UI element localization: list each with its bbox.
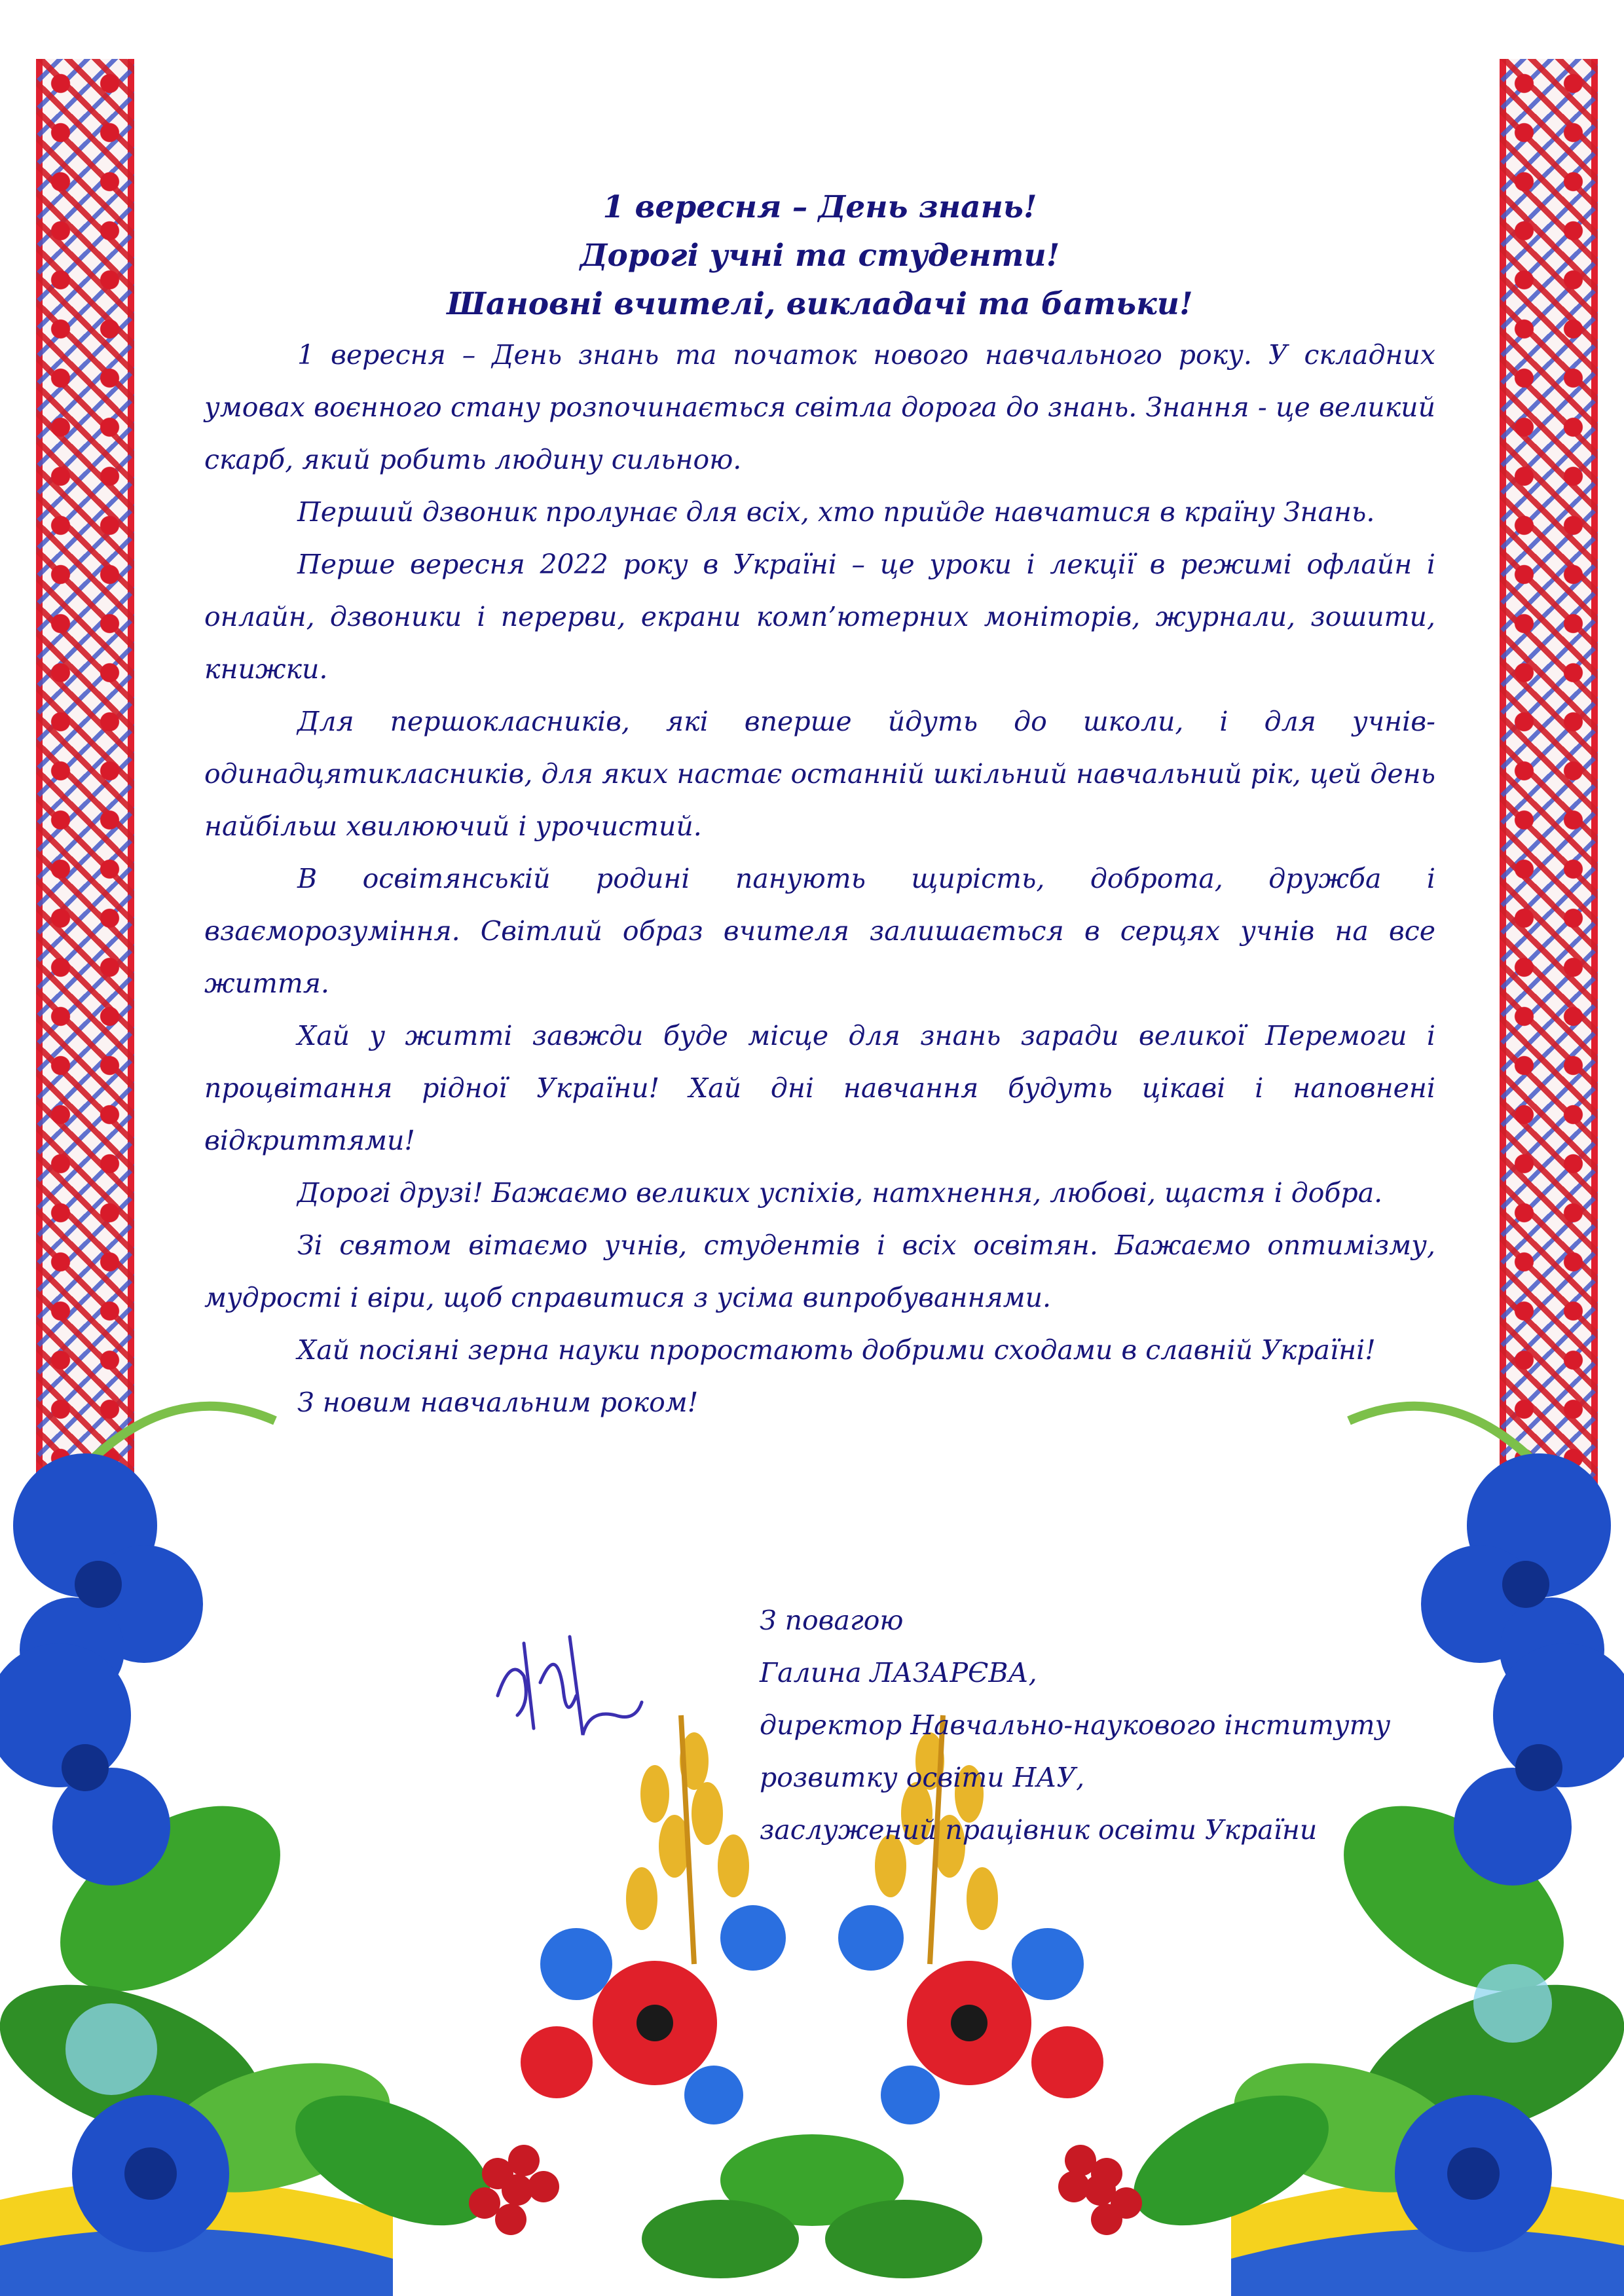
paragraph: З новим навчальним роком! [297,1387,699,1418]
paragraph: Перше вересня 2022 року в Україні – це уроки і лекції в режимі офлайн і онлайн, дзвоники і перерви, екрани комп’ютерних моніторів, журнали, зошити, книжки. [204,549,1435,685]
paragraph: Хай посіяні зерна науки проростають добрими сходами в славній Україні! [297,1334,1376,1366]
paragraph: Для першокласників, які вперше йдуть до школи, і для учнів-одинадцятикласників, для яких настає останній шкільний навчальний рік, цей день найбільш хвилюючий і урочистий. [204,706,1435,842]
paragraph: Перший дзвоник пролунає для всіх, хто прийде навчатися в країну Знань. [297,496,1375,528]
paragraph: В освітянській родині панують щирість, доброта, дружба і взаєморозуміння. Світлий образ вчителя залишається в серцях учнів на все життя. [204,863,1435,999]
paragraph: Зі святом вітаємо учнів, студентів і всіх освітян. Бажаємо оптимізму, мудрості і віри, щоб справитися з усіма випробуваннями. [204,1230,1435,1313]
heading-line-2: Дорогі учні та студенти! [580,238,1060,274]
paragraph: 1 вересня – День знань та початок нового навчального року. У складних умовах воєнного стану розпочинається світла дорога до знань. Знання - це великий скарб, який робить людину сильною. [204,339,1435,475]
signer-title: заслужений працівник освіти України [760,1814,1318,1846]
signature-block [760,1594,1447,1856]
signer-name: Галина ЛАЗАРЄВА, [760,1657,1037,1688]
letter-body [204,183,1435,1429]
handwritten-signature [485,1617,655,1748]
heading-line-1: 1 вересня – День знань! [602,189,1037,225]
heading-line-3: Шановні вчителі, викладачі та батьки! [447,286,1193,322]
paragraph: Дорогі друзі! Бажаємо великих успіхів, натхнення, любові, щастя і добра. [297,1177,1383,1209]
signer-title: директор Навчально-наукового інституту [760,1709,1391,1741]
paragraph: Хай у житті завжди буде місце для знань заради великої Перемоги і процвітання рідної України! Хай дні навчання будуть цікаві і наповнені відкриттями! [204,1020,1435,1156]
closing: З повагою [760,1605,904,1636]
signer-title: розвитку освіти НАУ, [760,1762,1085,1793]
